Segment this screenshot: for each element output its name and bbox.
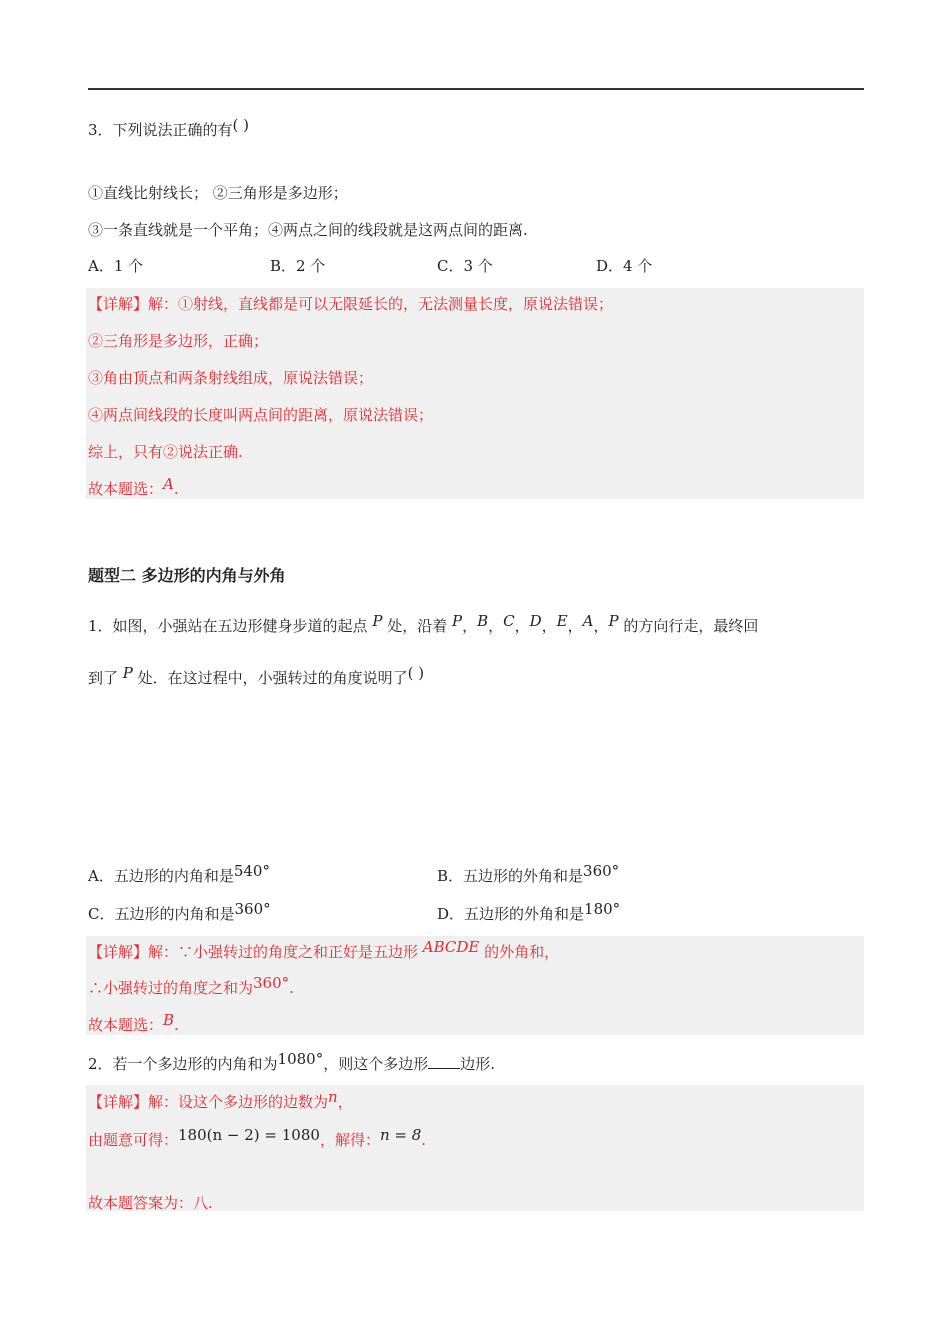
q1-stem-line-2: 到了 P 处．在这过程中，小强转过的角度说明了( ): [88, 664, 425, 687]
q2-answer-blank[interactable]: [428, 1054, 460, 1069]
q3-statement-line-1: ①直线比射线长； ②三角形是多边形；: [88, 184, 348, 202]
solution-tag: 【详解】: [88, 295, 149, 313]
solution-tag: 【详解】: [88, 943, 149, 961]
q3-solution-box: [86, 288, 864, 499]
q1-option-b: B．五边形的外角和是360°: [437, 862, 620, 885]
q3-stem: 3．下列说法正确的有( ): [88, 116, 250, 139]
q3-option-a: A．1 个: [88, 257, 144, 275]
q1-solution-line-2: ∴小强转过的角度之和为360°.: [88, 974, 294, 997]
q1-option-c: C．五边形的内角和是360°: [88, 900, 271, 923]
q3-option-c: C．3 个: [437, 257, 493, 275]
q3-solution-line-1: 【详解】解：①射线，直线都是可以无限延长的，无法测量长度，原说法错误；: [88, 295, 614, 313]
q1-solution-answer: 故本题选：B.: [88, 1011, 179, 1034]
q1-solution-line-1: 【详解】解：∵小强转过的角度之和正好是五边形 ABCDE 的外角和，: [88, 938, 560, 961]
q1-option-d: D．五边形的外角和是180°: [437, 900, 621, 923]
q2-solution-line-2: 由题意可得：180(n − 2) = 1080，解得：n = 8.: [88, 1126, 427, 1149]
q2-stem: 2．若一个多边形的内角和为1080°，则这个多边形 边形.: [88, 1050, 496, 1073]
q3-solution-answer: 故本题选：A.: [88, 475, 179, 498]
q1-answer-paren: ( ): [407, 664, 425, 682]
q3-solution-line-4: ④两点间线段的长度叫两点间的距离，原说法错误；: [88, 406, 434, 424]
q1-stem-line-1: 1．如图，小强站在五边形健身步道的起点 P 处，沿着 P，B，C，D，E，A，P 的方向行走，最终回: [88, 612, 759, 635]
q3-option-b: B．2 个: [270, 257, 326, 275]
q3-option-d: D．4 个: [596, 257, 653, 275]
q1-option-a: A．五边形的内角和是540°: [88, 862, 270, 885]
q2-solution-line-1: 【详解】解：设这个多边形的边数为n，: [88, 1088, 353, 1111]
header-rule: [88, 88, 864, 90]
q3-answer-paren: ( ): [232, 116, 250, 134]
solution-tag: 【详解】: [88, 1093, 149, 1111]
q3-solution-line-5: 综上，只有②说法正确.: [88, 443, 243, 461]
q3-statement-line-2: ③一条直线就是一个平角；④两点之间的线段就是这两点间的距离.: [88, 221, 528, 239]
section-title: 题型二 多边形的内角与外角: [88, 566, 286, 585]
q2-solution-answer: 故本题答案为：八.: [88, 1194, 213, 1212]
q3-solution-line-3: ③角由顶点和两条射线组成，原说法错误；: [88, 369, 374, 387]
q3-solution-line-2: ②三角形是多边形，正确；: [88, 332, 269, 350]
